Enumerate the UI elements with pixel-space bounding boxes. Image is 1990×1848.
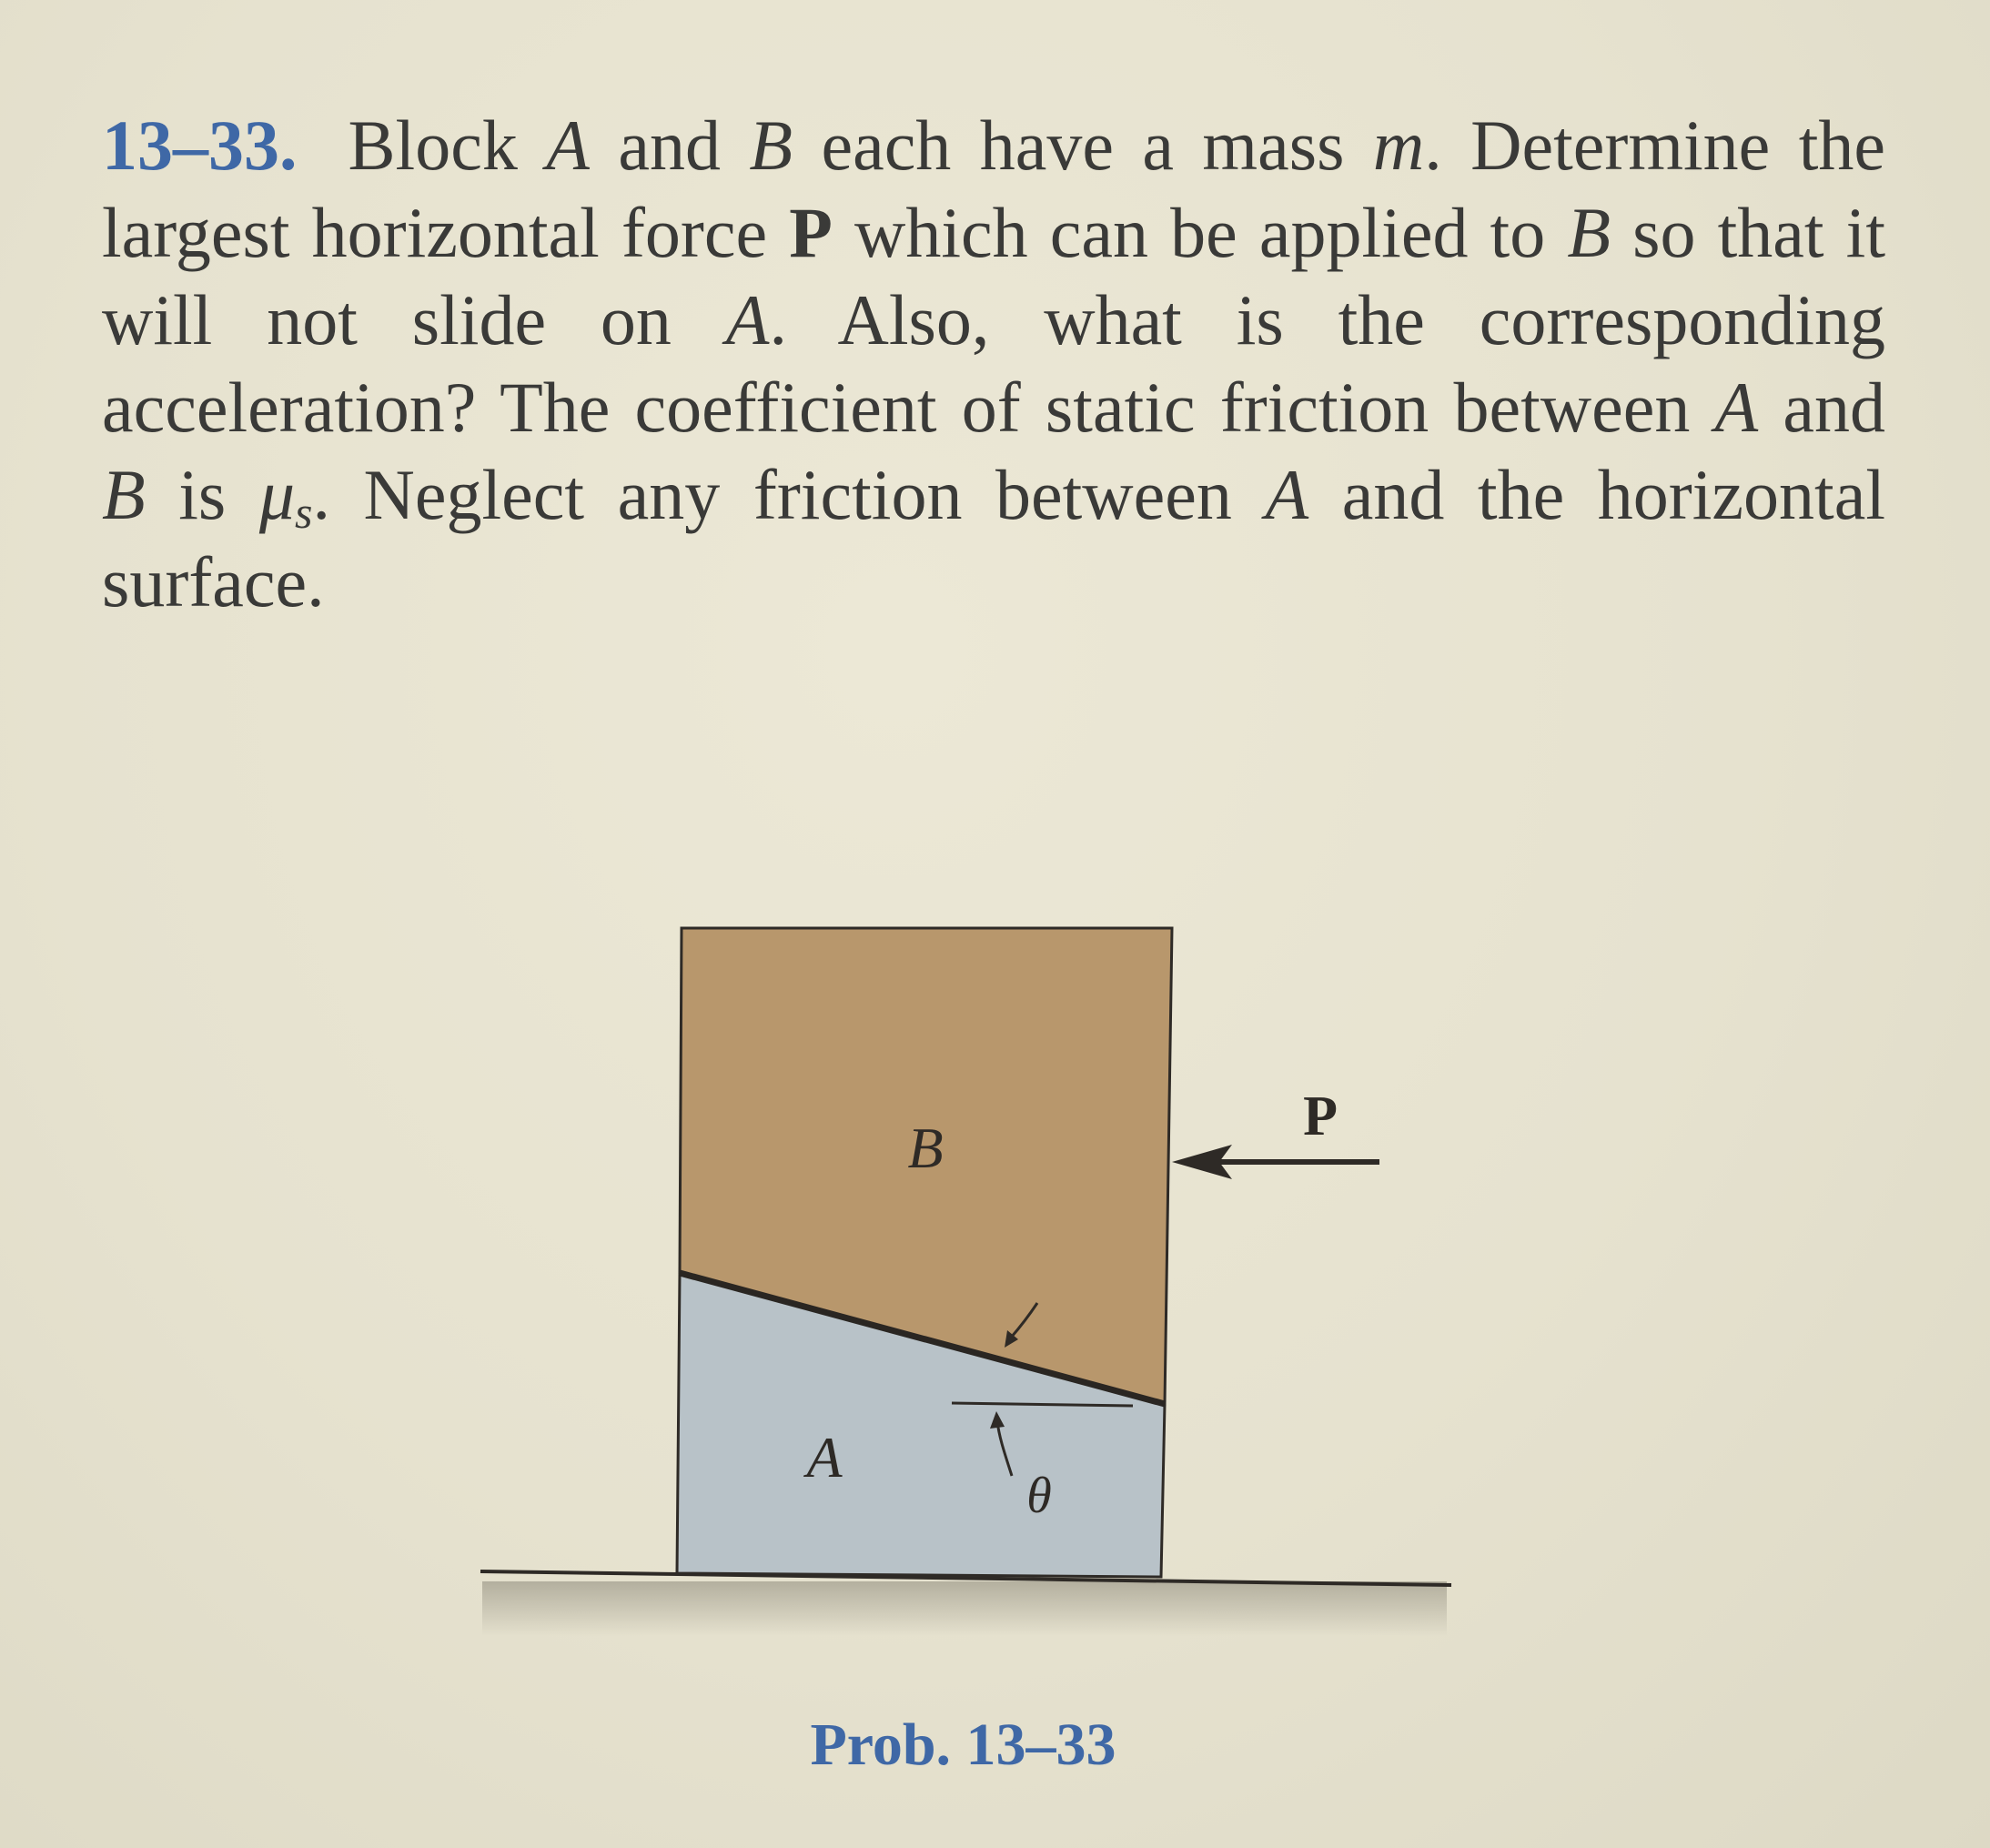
problem-number: 13–33.: [102, 106, 298, 185]
label-block-a: A: [806, 1425, 843, 1490]
label-theta: θ: [1026, 1468, 1052, 1524]
figure-caption: Prob. 13–33: [810, 1712, 1116, 1778]
label-block-b: B: [907, 1116, 944, 1180]
label-force-p: P: [1303, 1086, 1338, 1147]
problem-statement: 13–33. Block A and B each have a mass m. Determine the largest horizontal force P which can be applied to B so that it will not slide on A. Also, what is the corresponding acceleration? The coefficient of static friction between A and B is $\mu_s$. Neglect any friction between A and the horizontal surface.: [102, 106, 1886, 621]
ground-shadow: [482, 1581, 1447, 1636]
